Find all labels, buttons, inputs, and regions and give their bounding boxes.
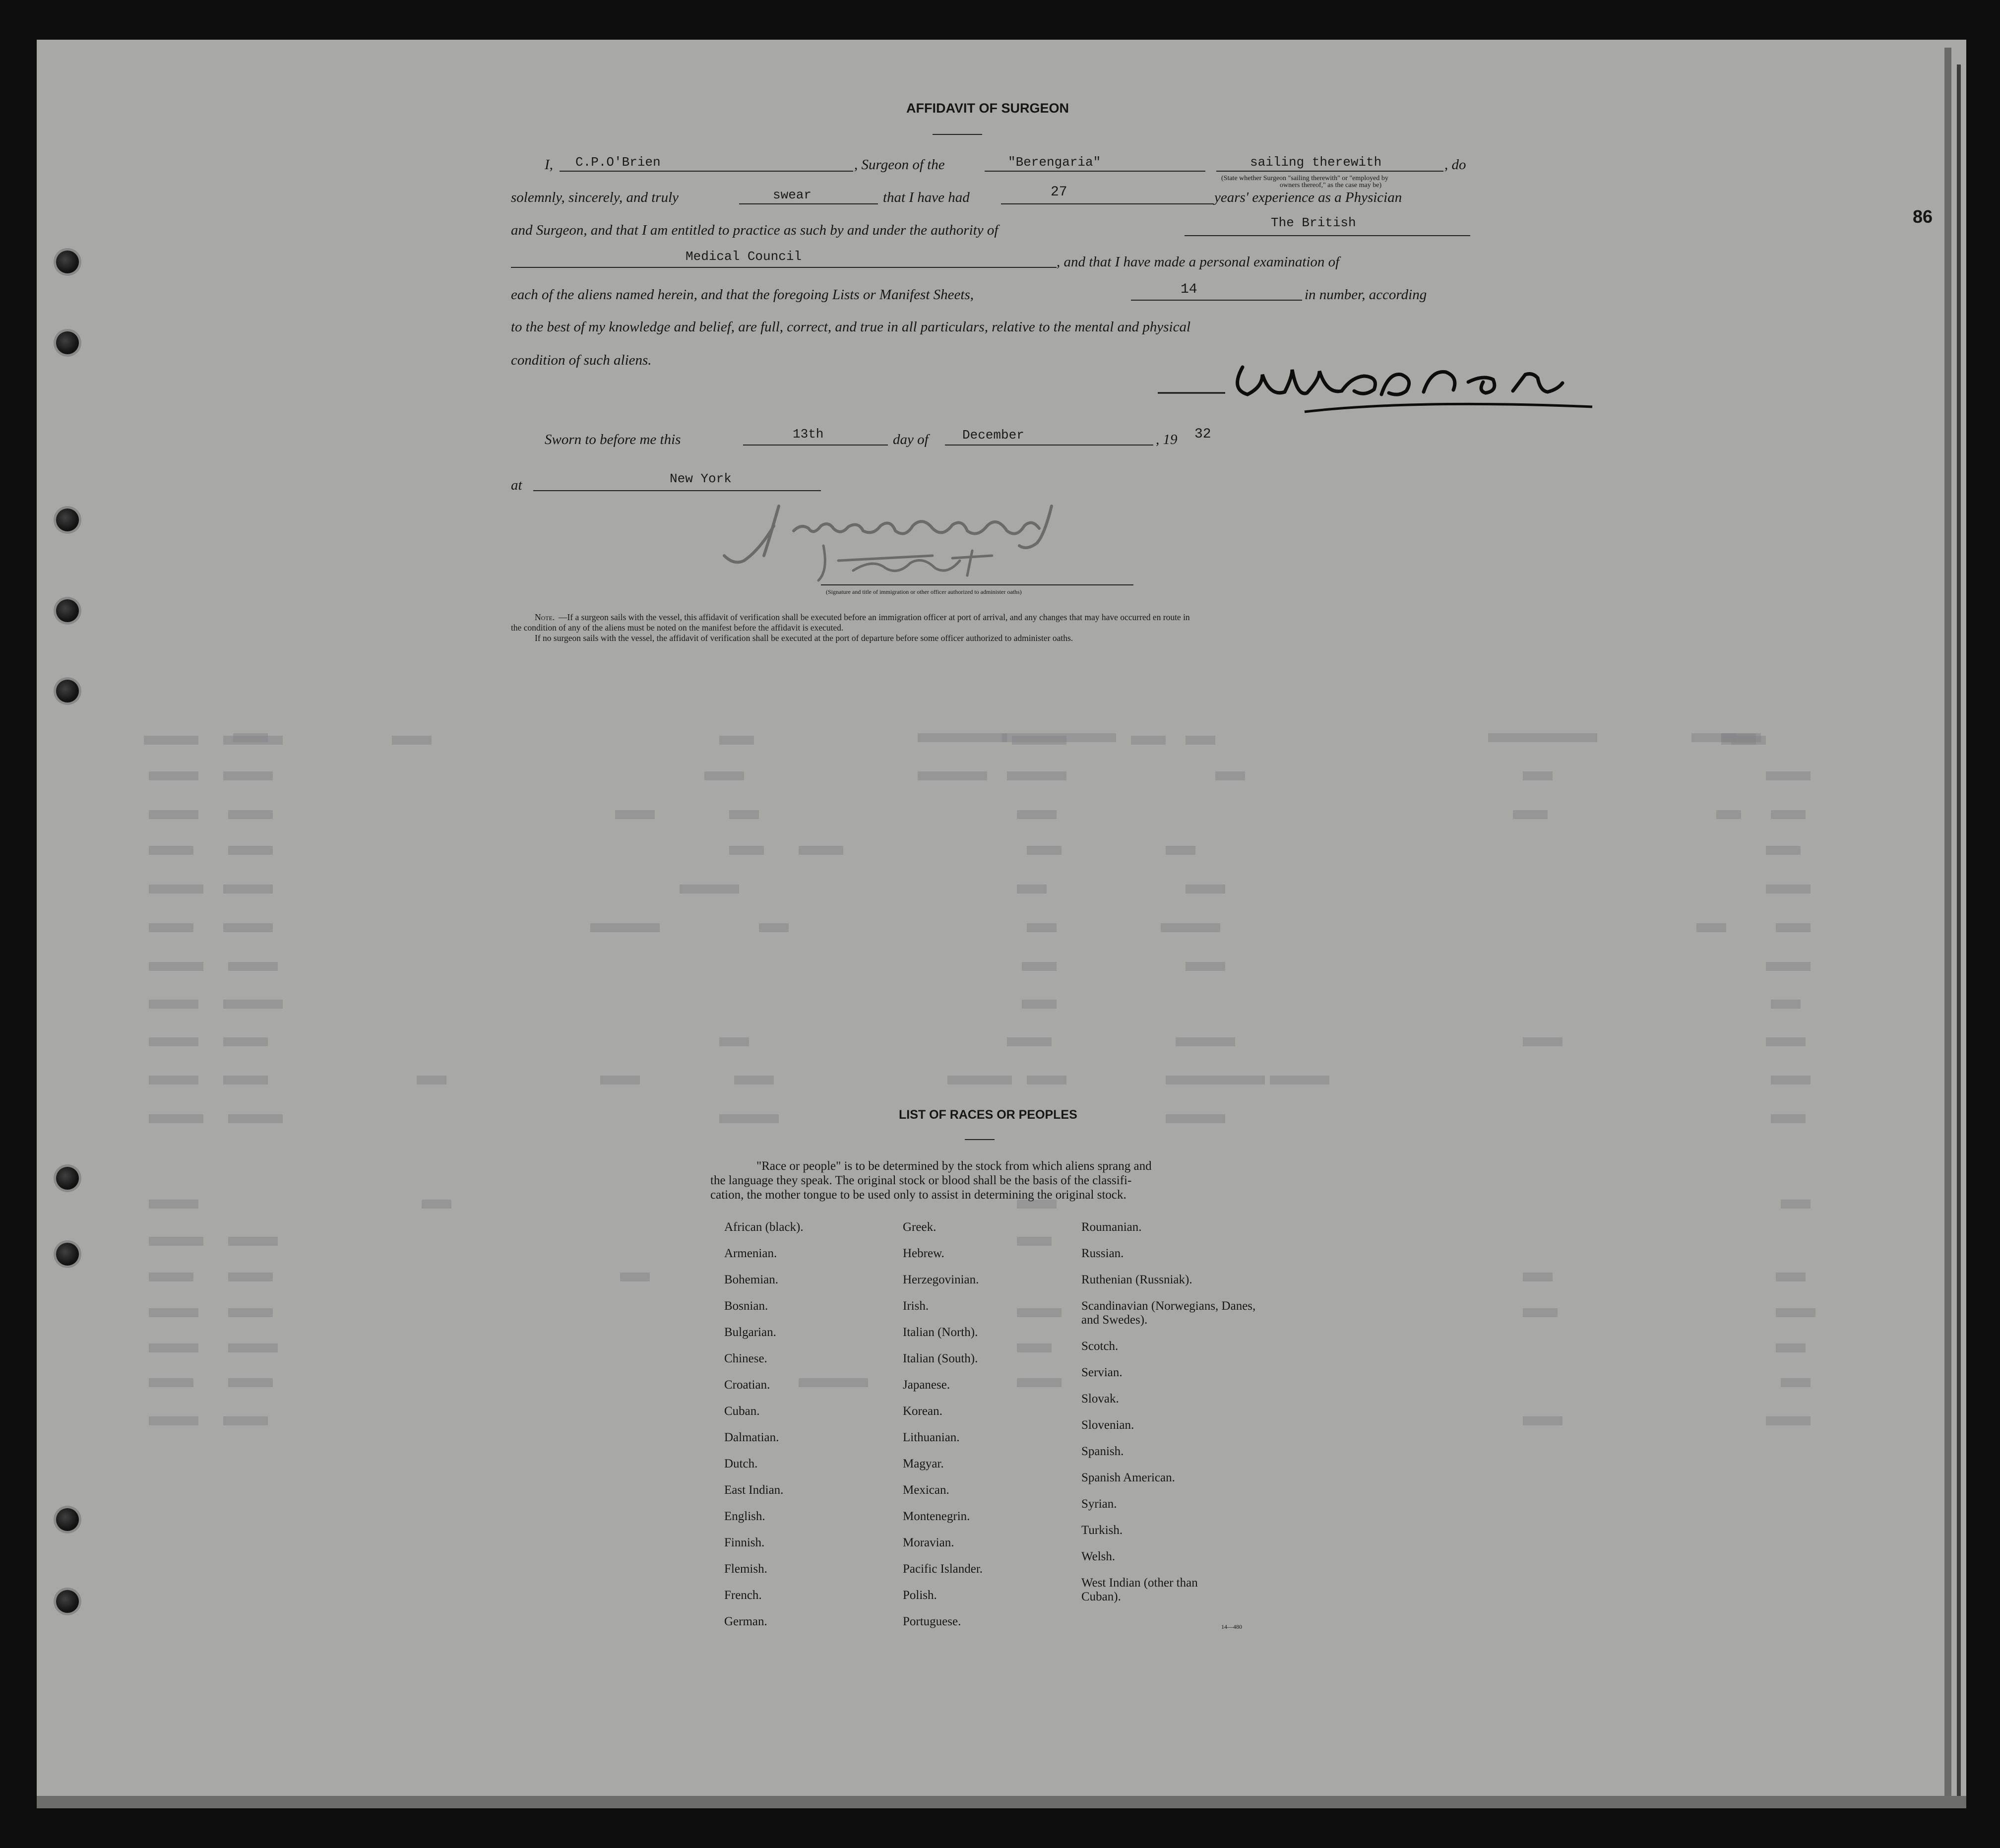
sworn-year: 32: [1194, 427, 1211, 442]
race-item: Chinese.: [724, 1352, 767, 1365]
label-sworn: Sworn to before me this: [545, 432, 681, 447]
race-item: Bosnian.: [724, 1299, 768, 1313]
race-item: French.: [724, 1589, 762, 1602]
race-item: Lithuanian.: [903, 1431, 960, 1444]
label-best-of-knowledge: to the best of my knowledge and belief, are full, correct, and true in all particulars, relative to the mental and physical: [511, 319, 1191, 335]
race-item: Servian.: [1081, 1366, 1123, 1379]
officer-signature: [714, 496, 1141, 585]
race-item: Syrian.: [1081, 1497, 1117, 1511]
race-item: Bulgarian.: [724, 1326, 776, 1339]
binder-hole: [56, 1508, 79, 1531]
label-personal-examination: , and that I have made a personal examination of: [1057, 254, 1340, 270]
sheet-count-line: [1131, 300, 1302, 301]
race-item: East Indian.: [724, 1483, 784, 1497]
affidavit-title: AFFIDAVIT OF SURGEON: [906, 101, 1069, 116]
race-item: Herzegovinian.: [903, 1273, 979, 1286]
race-item: Bohemian.: [724, 1273, 779, 1286]
note-label: Note.: [535, 612, 555, 622]
race-item: Korean.: [903, 1404, 942, 1418]
race-item: Japanese.: [903, 1378, 950, 1392]
race-item: Spanish American.: [1081, 1471, 1175, 1484]
race-item: Croatian.: [724, 1378, 770, 1392]
sworn-month: December: [962, 428, 1024, 443]
binder-hole: [56, 680, 79, 702]
race-item: Finnish.: [724, 1536, 765, 1549]
race-item: Mexican.: [903, 1483, 949, 1497]
label-i-have-had: that I have had: [883, 190, 970, 205]
race-item: Scotch.: [1081, 1339, 1119, 1353]
binder-hole: [56, 1243, 79, 1266]
race-item: Scandinavian (Norwegians, Danes, and Swedes).: [1081, 1299, 1256, 1327]
authority-line-2: [511, 267, 1057, 268]
page-number: 86: [1913, 206, 1933, 227]
race-item: Spanish.: [1081, 1445, 1124, 1458]
page-edge-shadow: [1957, 64, 1961, 1801]
sworn-day: 13th: [793, 427, 824, 442]
surgeon-name-line: [560, 171, 853, 172]
races-intro-2: the language they speak. The original stock or blood shall be the basis of the classifi-: [710, 1174, 1132, 1187]
authority-2: Medical Council: [686, 249, 802, 264]
race-item: Pacific Islander.: [903, 1562, 983, 1576]
race-item: German.: [724, 1615, 767, 1628]
races-intro-3: cation, the mother tongue to be used only to assist in determining the original stock.: [710, 1188, 1126, 1202]
races-title-underline: [965, 1139, 995, 1140]
race-item: Greek.: [903, 1220, 937, 1234]
race-item: Slovenian.: [1081, 1418, 1134, 1432]
sailing-note-1: (State whether Surgeon "sailing therewith" or "employed by: [1221, 175, 1388, 182]
race-item: Ruthenian (Russniak).: [1081, 1273, 1192, 1286]
label-each-of-aliens: each of the aliens named herein, and that the foregoing Lists or Manifest Sheets,: [511, 287, 974, 303]
race-item: Dalmatian.: [724, 1431, 779, 1444]
surgeon-name: C.P.O'Brien: [575, 155, 661, 170]
ship-name: "Berengaria": [1008, 155, 1101, 170]
label-i: I,: [545, 157, 553, 173]
race-item: Dutch.: [724, 1457, 758, 1470]
race-item: English.: [724, 1510, 765, 1523]
form-number: 14—480: [1221, 1623, 1242, 1630]
race-item: Moravian.: [903, 1536, 954, 1549]
surgeon-signature: [1156, 347, 1602, 427]
race-item: Irish.: [903, 1299, 929, 1313]
sheet-count: 14: [1181, 282, 1197, 297]
note-line-2: the condition of any of the aliens must be noted on the manifest before the affidavit is executed.: [511, 623, 844, 633]
label-in-number: in number, according: [1305, 287, 1427, 303]
race-item: Portuguese.: [903, 1615, 961, 1628]
page-bottom-edge: [37, 1796, 1966, 1808]
authority-line-1: [1185, 235, 1470, 236]
place-line: [533, 490, 821, 491]
label-at: at: [511, 477, 522, 493]
label-and-surgeon: and Surgeon, and that I am entitled to practice as such by and under the authority of: [511, 222, 999, 238]
race-item: Armenian.: [724, 1247, 777, 1260]
race-item: Russian.: [1081, 1247, 1124, 1260]
place: New York: [670, 471, 732, 486]
years-line: [1001, 203, 1213, 204]
label-day-of: day of: [893, 432, 929, 447]
race-item: Slovak.: [1081, 1392, 1119, 1405]
authority-1: The British: [1271, 215, 1356, 230]
race-item: Turkish.: [1081, 1524, 1123, 1537]
label-surgeon-of: , Surgeon of the: [854, 157, 945, 173]
ship-name-line: [985, 171, 1205, 172]
binder-hole: [56, 1167, 79, 1190]
label-solemnly: solemnly, sincerely, and truly: [511, 190, 679, 205]
oath-word: swear: [773, 188, 812, 202]
race-item: Cuban.: [724, 1404, 760, 1418]
sailing-status: sailing therewith: [1250, 155, 1382, 170]
binder-hole: [56, 1590, 79, 1613]
years-experience: 27: [1051, 185, 1067, 200]
binder-hole: [56, 331, 79, 354]
race-item: Montenegrin.: [903, 1510, 970, 1523]
officer-caption: (Signature and title of immigration or other officer authorized to administer oaths): [826, 588, 1022, 595]
binder-hole: [56, 509, 79, 531]
race-item: African (black).: [724, 1220, 804, 1234]
sailing-note-2: owners thereof," as the case may be): [1280, 182, 1382, 189]
oath-line: [739, 203, 878, 204]
binder-hole: [56, 251, 79, 273]
race-item: Hebrew.: [903, 1247, 944, 1260]
race-item: Polish.: [903, 1589, 937, 1602]
note-line-1: —If a surgeon sails with the vessel, this affidavit of verification shall be executed before an immigration officer at port of arrival, and any changes that may have occurred en route in: [559, 612, 1190, 622]
sailing-status-line: [1216, 171, 1443, 172]
sworn-day-line: [743, 445, 888, 446]
sworn-month-line: [945, 445, 1153, 446]
race-item: West Indian (other than Cuban).: [1081, 1576, 1198, 1603]
title-underline: [933, 134, 982, 135]
label-do: , do: [1444, 157, 1466, 173]
label-years-experience: years' experience as a Physician: [1214, 190, 1402, 205]
races-intro-1: "Race or people" is to be determined by the stock from which aliens sprang and: [756, 1159, 1152, 1173]
races-title: LIST OF RACES OR PEOPLES: [899, 1108, 1077, 1122]
race-item: Flemish.: [724, 1562, 767, 1576]
note-line-3: If no surgeon sails with the vessel, the affidavit of verification shall be executed at the port of departure before some officer authorized to administer oaths.: [535, 633, 1073, 643]
label-year-prefix: , 19: [1156, 432, 1178, 447]
label-condition-of-aliens: condition of such aliens.: [511, 352, 652, 368]
page-edge: [1944, 48, 1951, 1804]
race-item: Magyar.: [903, 1457, 944, 1470]
binder-hole: [56, 599, 79, 622]
race-item: Italian (South).: [903, 1352, 978, 1365]
race-item: Welsh.: [1081, 1550, 1116, 1563]
race-item: Italian (North).: [903, 1326, 978, 1339]
race-item: Roumanian.: [1081, 1220, 1142, 1234]
officer-signature-line: [821, 584, 1133, 585]
